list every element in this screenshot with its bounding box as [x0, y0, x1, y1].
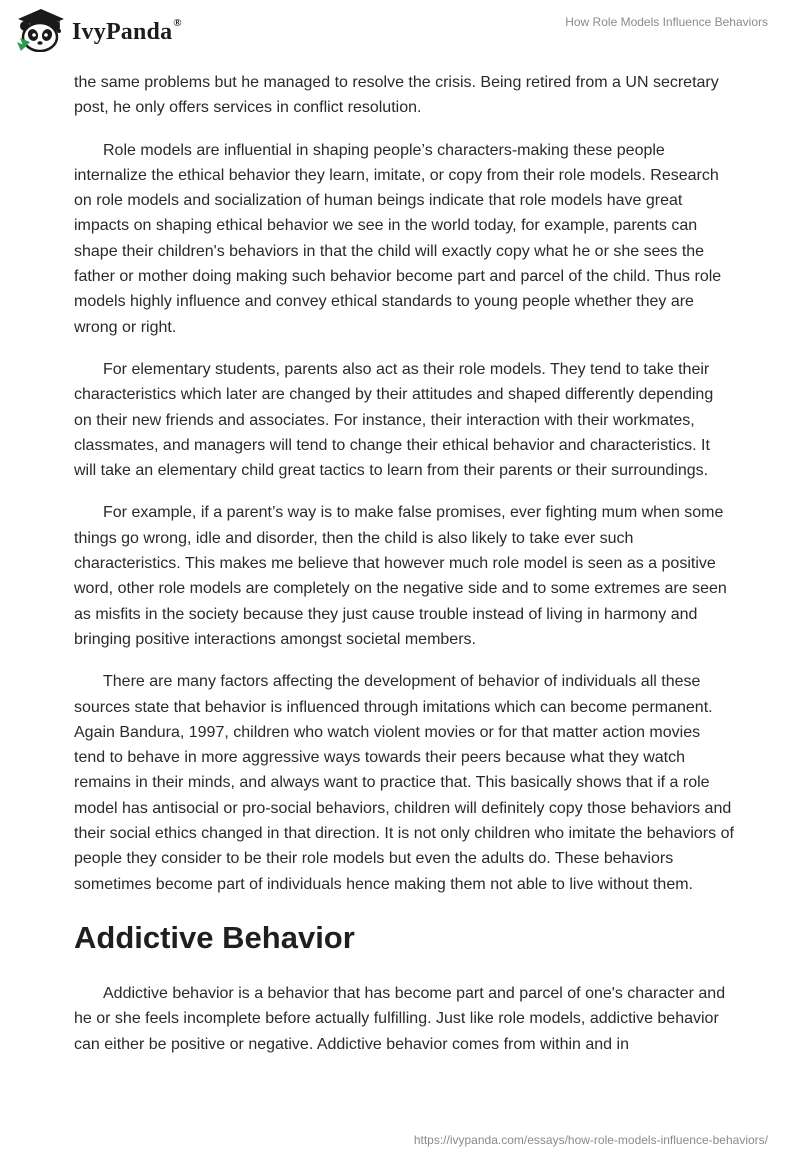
- trademark-symbol: ®: [173, 16, 182, 29]
- paragraph: For example, if a parent’s way is to make false promises, ever fighting mum when some things go wrong, idle and disorder, then the child is also likely to take ever such characteristics. This makes me believe that however much role model is seen as a positive word, other role models are completely on the negative side and to some extremes are seen as misfits in the society because they just cause trouble instead of living in harmony and bringing positive interactions amongst societal members.: [74, 504, 727, 648]
- brand-name: IvyPanda®: [72, 16, 182, 45]
- section-heading: Addictive Behavior: [74, 919, 355, 955]
- panda-logo-icon: [14, 6, 66, 52]
- paragraph: Addictive behavior is a behavior that has become part and parcel of one's character and he or she feels incomplete before actually fulfilling. Just like role models, addictive behavior can either be positive or negative. Addictive behavior comes from within and in: [74, 984, 726, 1053]
- paragraph: For elementary students, parents also act as their role models. They tend to take their characteristics which later are changed by their attitudes and shaped differently depending on their new friends and associates. For instance, their interaction with their workmates, classmates, and managers will tend to change their ethical behavior and characteristics. It will take an elementary child great tactics to learn from their parents or their surroundings.: [74, 360, 714, 480]
- logo[interactable]: [14, 6, 182, 52]
- page-header: [0, 0, 800, 70]
- source-url[interactable]: https://ivypanda.com/essays/how-role-models-influence-behaviors/: [413, 1133, 768, 1147]
- document-title: How Role Models Influence Behaviors: [565, 15, 768, 29]
- essay-content: [74, 70, 734, 1074]
- paragraph: Role models are influential in shaping people’s characters-making these people internalize the ethical behavior they learn, imitate, or copy from their role models. Research on role models and socialization of human beings indicate that role models have great impacts on shaping ethical behavior we see in the world today, for example, parents can shape their children's behaviors in that the child will exactly copy what he or she sees the father or mother doing making such behavior become part and parcel of the child. Thus role models highly influence and convey ethical standards to young people whether they are wrong or right.: [74, 141, 722, 336]
- paragraph: There are many factors affecting the development of behavior of individuals all these sources state that behavior is influenced through imitations which can become permanent. Again Bandura, 1997, children who watch violent movies or for that matter action movies tend to behave in more aggressive ways towards their peers because what they watch remains in their minds, and always want to practice that. This basically shows that if a role model has antisocial or pro-social behaviors, children will definitely copy those behaviors and their social ethics changed in that direction. It is not only children who imitate the behaviors of people they consider to be their role models but even the adults do. These behaviors sometimes become part of individuals hence making them not able to live without them.: [74, 673, 734, 893]
- paragraph: the same problems but he managed to resolve the crisis. Being retired from a UN secretary post, he only offers services in conflict resolution.: [74, 74, 719, 117]
